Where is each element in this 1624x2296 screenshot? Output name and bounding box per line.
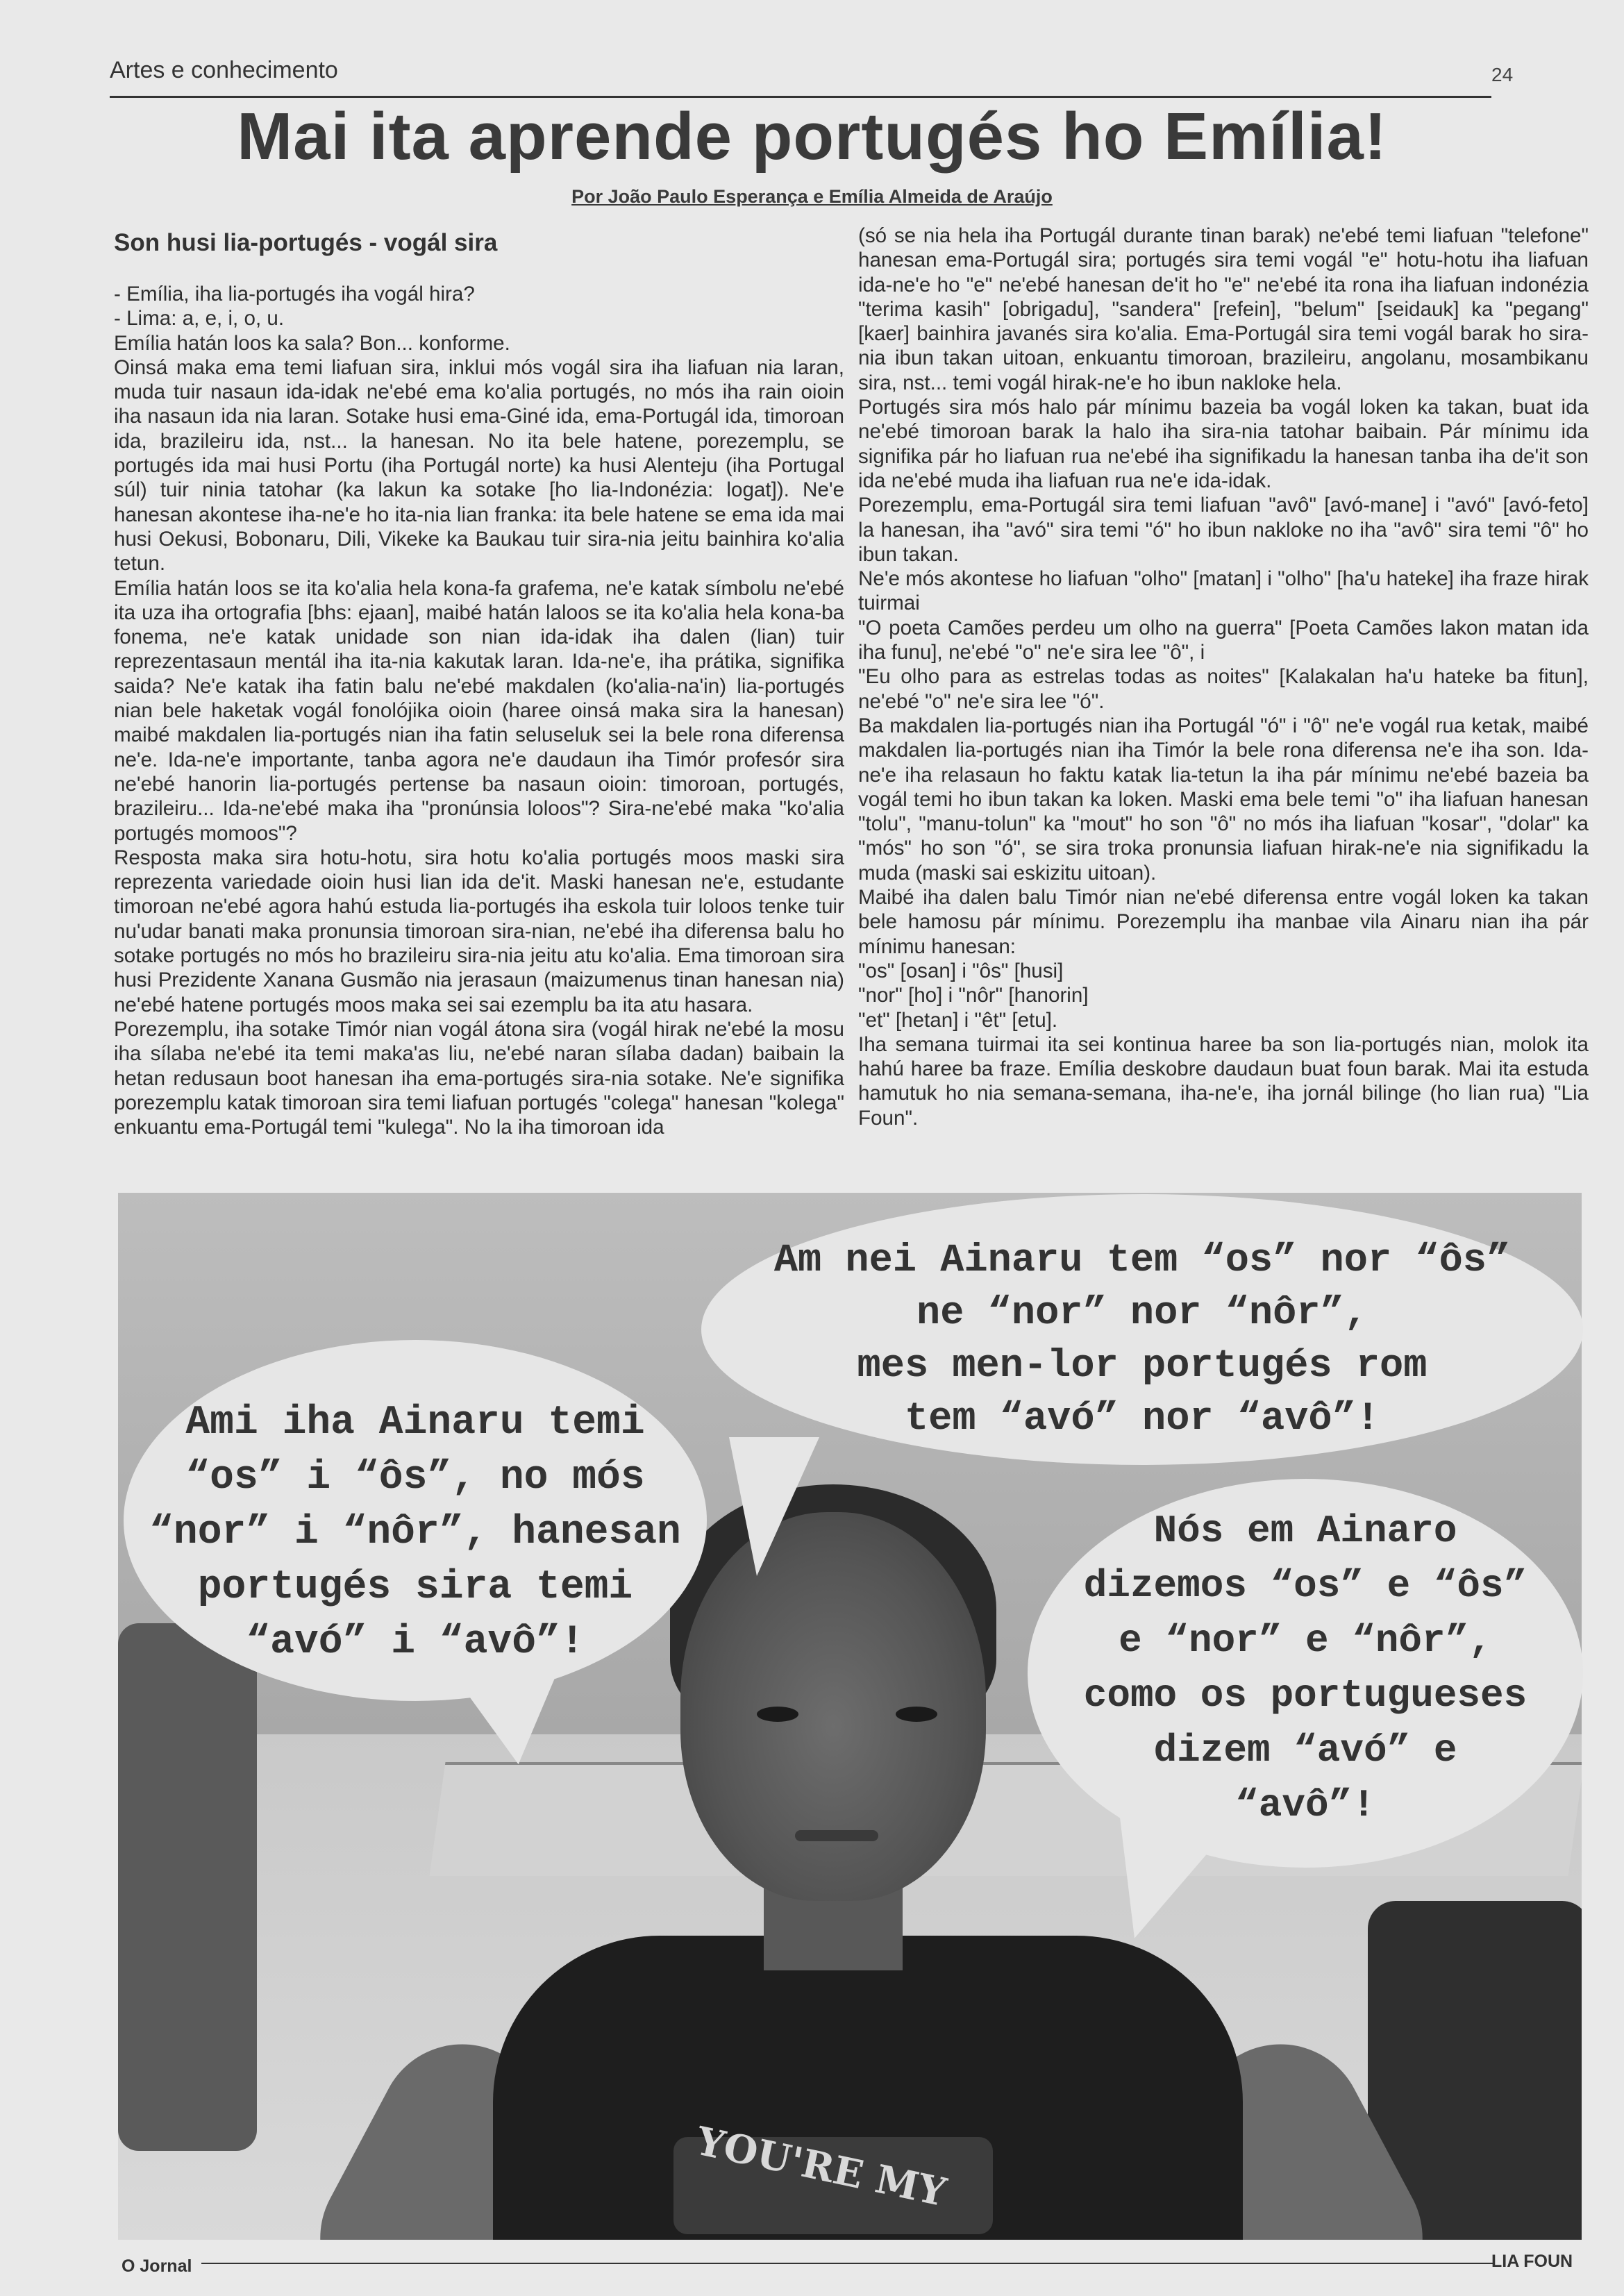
paragraph: Maibé iha dalen balu Timór nian ne'ebé diferensa entre vogál loken ka takan bele hamosu pár mínimu. Porezemplu iha manbae vila Ainaru nian iha pár mínimu hanesan: bbox=[858, 886, 1589, 958]
paragraph: Emília hatán loos ka sala? Bon... konforme. bbox=[114, 331, 510, 355]
bubble-line: “nor” i “nôr”, hanesan bbox=[149, 1510, 681, 1555]
paragraph: Portugés sira mós halo pár mínimu bazeia ba vogál loken ka takan, buat ida ne'ebé timoroan barak la halo iha sira-nia tatohar baibain. Pár mínimu ida signifika pár ho liafuan rua ne'ebé iha signifikadu la hanesan tanba iha de'it son ida ne'ebé muda iha liafuan rua ne'e ida-idak. bbox=[858, 396, 1589, 492]
bubble-line: como os portugueses bbox=[1083, 1673, 1527, 1718]
paragraph: - Lima: a, e, i, o, u. bbox=[114, 307, 285, 330]
article-subheading: Son husi lia-portugés - vogál sira bbox=[114, 229, 498, 256]
paragraph: Porezemplu, ema-Portugál sira temi liafuan "avô" [avó-mane] i "avó" [avó-feto] la hanesan, iha "avó" sira temi "ó" ho ibun nakloke no iha "avô" sira temi "ô" ho ibun takan. bbox=[858, 494, 1589, 566]
page-number: 24 bbox=[1491, 64, 1514, 85]
bubble-line: ne “nor” nor “nôr”, bbox=[916, 1291, 1368, 1336]
bubble-line: dizemos “os” e “ôs” bbox=[1083, 1564, 1527, 1608]
bubble-line: “avô”! bbox=[1235, 1783, 1375, 1827]
section-label: Artes e conhecimento bbox=[110, 57, 338, 83]
paragraph: Ne'e mós akontese ho liafuan "olho" [matan] i "olho" [ha'u hateke] iha fraze hirak tuirmai bbox=[858, 567, 1589, 615]
person-face bbox=[680, 1512, 986, 1901]
paragraph: Oinsá maka ema temi liafuan sira, inklui mós vogál sira iha liafuan nia laran, muda tuir nasaun ida-idak ne'ebé ema ko'alia portugés, no mós iha rain oioin iha nasaun ida nia laran. Sotake husi ema-Giné ida, ema-Portugál ida, timoroan ida, brazileiru ida, nst... la hanesan. No ita bele hatene, porezemplu, se portugés ida mai husi Portu (iha Portugál norte) ka husi Alenteju (iha Portugal súl) tuir ninia tatohar (ka lakun ka sotake [ho lia-Indonézia: logat]). Ne'e hanesan akontese iha-ne'e ho ita-nia lian franka: ita bele hatene se ema ida mai husi Oekusi, Bobonaru, Dili, Vikeke ka Baukau tuir sira-nia jeitu bainhira ko'alia tetun. bbox=[114, 355, 844, 576]
footer-rule bbox=[201, 2263, 1493, 2264]
paragraph: Resposta maka sira hotu-hotu, sira hotu ko'alia portugés moos maski sira reprezenta variedade oioin husi lian ida de'it. Maski hanesan ne'e, estudante timoroan ne'ebé agora hahú estuda lia-portugés iha eskola tuir loloos tenke tuir nu'udar banati maka pronunsia timoroan sira-nian, ne'ebé iha diferensa balu ho sotake portugés no mós ho brazileiru sira-nia jeitu atu ko'alia. Ema timoroan sira husi Prezidente Xanana Gusmão nia jerasaun (maizumenus tinan hanesan nia) ne'ebé hatene portugés moos maka sei sai ezemplu ba ita atu hasara. bbox=[114, 846, 844, 1016]
shirt-text: YOU'RE MY bbox=[692, 2118, 951, 2216]
paragraph: Emília hatán loos se ita ko'alia hela kona-fa grafema, ne'e katak símbolu ne'ebé ita uza iha ortografia [bhs: ejaan], maibé hatán laloos se ita ko'alia hela kona-ba fonema, ne'e katak unidade son nian ida-idak iha dalen (lian) tuir reprezentasaun mentál iha ita-nia kakutak laran. Ida-ne'e, iha prátika, signifika saida? Ne'e katak iha fatin balu ne'ebé makdalen (ko'alia-na'in) lia-portugés nian bele haketak vogál fonolójika oioin (haree oinsá maka sira la hanesan) maibé makdalen lia-portugés nian iha fatin seluseluk sei la bele rona diferensa ne'e. Ida-ne'e importante, tanba agora ne'e daudaun iha Timór profesór sira ne'ebé hanorin lia-portugés pertense ba nasaun oioin: timoroan, portugés, brazileiru... Ida-ne'ebé maka iha "pronúnsia loloos"? Sira-ne'ebé maka "ko'alia portugés momoos"? bbox=[114, 576, 844, 845]
article-title: Mai ita aprende portugés ho Emília! bbox=[237, 99, 1387, 174]
bubble-line: “os” i “ôs”, no mós bbox=[185, 1455, 645, 1500]
bubble-line: mes men-lor portugés rom bbox=[857, 1344, 1428, 1389]
footer-newspaper-name: LIA FOUN bbox=[1491, 2252, 1573, 2271]
speech-bubble-top bbox=[701, 1194, 1583, 1465]
person-eye-right bbox=[896, 1707, 937, 1722]
paragraph: - Emília, iha lia-portugés iha vogál hira? bbox=[114, 283, 475, 305]
bubble-line: “avó” i “avô”! bbox=[246, 1620, 585, 1665]
person-eye-left bbox=[757, 1707, 798, 1722]
article-byline: Por João Paulo Esperança e Emília Almeida de Araújo bbox=[571, 186, 1053, 207]
bubble-line: Ami iha Ainaru temi bbox=[185, 1400, 645, 1446]
bubble-line: Am nei Ainaru tem “os” nor “ôs” bbox=[773, 1239, 1511, 1283]
speech-bubble-tail-top bbox=[729, 1437, 819, 1576]
speech-bubble-left bbox=[124, 1340, 707, 1701]
paragraph: Iha semana tuirmai ita sei kontinua haree ba son lia-portugés nian, molok ita hahú haree ba fraze. Emília deskobre daudaun buat foun barak. Mai ita estuda hamutuk ho nia semana-semana, iha-ne'e, iha jornál bilinge (ho lian rua) "Lia Foun". bbox=[858, 1032, 1589, 1130]
paragraph: "O poeta Camões perdeu um olho na guerra" [Poeta Camões lakon matan ida iha funu], ne'ebé "o" ne'e sira lee "ô", i bbox=[858, 616, 1589, 664]
header-rule bbox=[110, 96, 1491, 98]
paragraph: "Eu olho para as estrelas todas as noites" [Kalakalan ha'u hateke ba fitun], ne'ebé "o" ne'e sira lee "ó". bbox=[858, 665, 1589, 713]
bubble-line: Nós em Ainaro bbox=[1153, 1509, 1457, 1553]
bubble-line: dizem “avó” e bbox=[1153, 1728, 1457, 1773]
bubble-line: tem “avó” nor “avô”! bbox=[904, 1397, 1380, 1441]
paragraph: Porezemplu, iha sotake Timór nian vogál átona sira (vogál hirak ne'ebé la mosu iha sílaba ne'ebé ita temi maka'as liu, ne'ebé naran sílaba dadan) baibain la hetan redusaun boot hanesan iha ema-portugés sira-nia sotake. Ne'e signifika porezemplu katak timoroan sira temi liafuan portugés "colega" hanesan "kolega" enkuantu ema-Portugál temi "kulega". No la iha timoroan ida bbox=[114, 1017, 844, 1139]
paragraph: "nor" [ho] i "nôr" [hanorin] bbox=[858, 984, 1089, 1007]
speech-bubble-right bbox=[1028, 1479, 1583, 1868]
person-mouth bbox=[795, 1830, 878, 1841]
bubble-line: e “nor” e “nôr”, bbox=[1119, 1618, 1492, 1663]
article-column-left bbox=[114, 282, 844, 1139]
paragraph: Ba makdalen lia-portugés nian iha Portugál "ó" i "ô" ne'e vogál rua ketak, maibé makdalen lia-portugés nian iha Timór la bele rona diferensa ne'e iha son. Ida-ne'e iha relasaun ho faktu katak lia-tetun la iha pár mínimu ne'ebé bazeia ba vogál temi ho ibun takan ka loken. Maski ema bele temi "o" iha liafuan hanesan "tolu", "manu-tolun" ka "mout" ho son "ô" no mós iha liafuan "kosar", "dolar" ka "mós" ho son "ó", se sira troka pronunsia liafuan hirak-ne'e nia signifikadu la muda (maski sai eskizitu uitoan). bbox=[858, 714, 1589, 885]
bubble-line: portugés sira temi bbox=[197, 1565, 633, 1610]
footer-publication-label: O Jornal bbox=[122, 2256, 192, 2276]
paragraph: "os" [osan] i "ôs" [husi] bbox=[858, 959, 1064, 982]
photo-chair-left bbox=[118, 1623, 257, 2151]
article-column-right bbox=[858, 224, 1589, 1130]
paragraph: (só se nia hela iha Portugál durante tinan barak) ne'ebé temi liafuan "telefone" hanesan ema-Portugál sira; portugés sira temi vogál "e" hotu-hotu iha liafuan ida-ne'e ho "e" ne'ebé hanesan de'it ho "e" ne'ebé ita rona iha liafuan indonézia "terima kasih" [obrigadu], "sandera" [refein], "belum" [seidauk] ka "pegang" [kaer] bainhira javanés sira ko'alia. Ema-Portugál sira temi vogál barak ho sira-nia ibun takan uitoan, enkuantu timoroan, brazileiru, angolanu, mosambikanu sira, nst... temi vogál hirak-ne'e ho ibun nakloke hela. bbox=[858, 224, 1589, 394]
paragraph: "et" [hetan] i "êt" [etu]. bbox=[858, 1008, 1058, 1032]
